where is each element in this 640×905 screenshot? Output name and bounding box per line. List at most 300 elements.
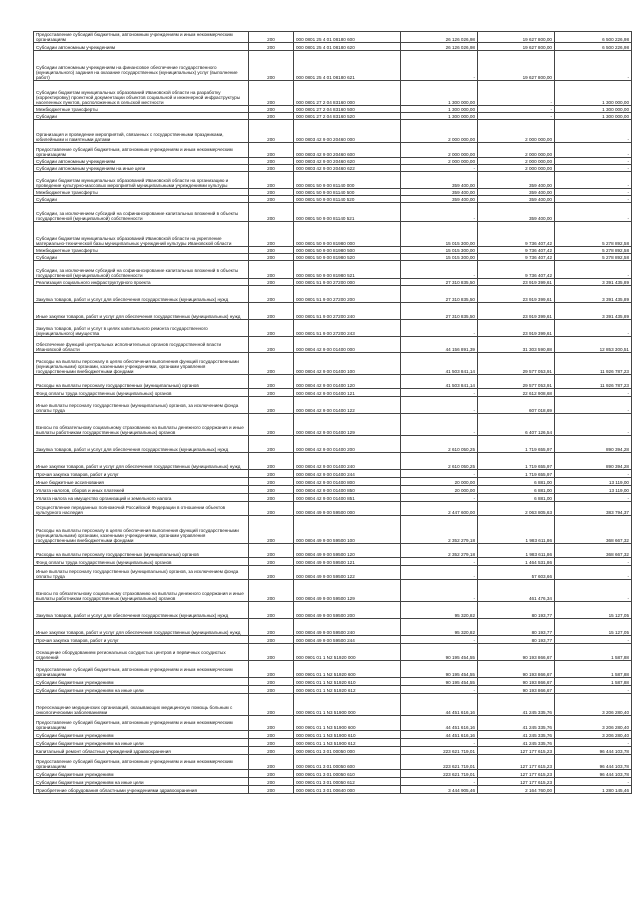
table-row: [34, 279, 632, 286]
table-row: [34, 644, 632, 661]
row-code: 200: [249, 686, 294, 694]
row-executed: 9 736 407,42: [478, 222, 555, 247]
row-name: Субсидии бюджетам муниципальных образований Ивановской области на укрепление материально-технической базы муниципальных учреждений культуры Ивановской области: [34, 222, 249, 247]
table-row: [34, 189, 632, 196]
row-code: 200: [249, 716, 294, 731]
row-kbk: 000 0901 01 1 N2 51920 610: [294, 678, 401, 686]
row-unexecuted: 5 278 892,58: [555, 254, 632, 261]
row-unexecuted: 11 926 787,23: [555, 375, 632, 389]
row-executed: 1 464 531,86: [478, 558, 555, 566]
row-executed: 41 245 335,76: [478, 694, 555, 716]
row-executed: -: [478, 113, 555, 120]
table-row: [34, 747, 632, 755]
row-code: 200: [249, 353, 294, 375]
table-row: [34, 436, 632, 453]
row-executed: 90 193 866,67: [478, 644, 555, 661]
table-row: [34, 636, 632, 644]
table-row: [34, 165, 632, 172]
row-kbk: 000 0901 01 3 01 00050 600: [294, 755, 401, 770]
row-name: Субсидии автономным учреждениям на финансовое обеспечение государственного (муниципального) задания на оказание государственных (муниципальных) услуг (выполнение работ): [34, 51, 249, 81]
row-name: Предоставление субсидий бюджетным, автономным учреждениям и иным некоммерческим организациям: [34, 143, 249, 158]
row-executed: 127 177 615,23: [478, 755, 555, 770]
row-kbk: 000 0901 01 1 N3 51900 000: [294, 694, 401, 716]
row-executed: 2 000 000,00: [478, 158, 555, 165]
table-row: [34, 694, 632, 716]
row-kbk: 000 0801 25 4 01 08180 621: [294, 51, 401, 81]
row-executed: 461 476,34: [478, 580, 555, 602]
row-kbk: 000 0804 49 9 00 59500 200: [294, 602, 401, 619]
row-unexecuted: 3 391 435,89: [555, 303, 632, 320]
row-unexecuted: 6 500 226,98: [555, 43, 632, 51]
table-row: [34, 470, 632, 478]
row-name: Межбюджетные трансферты: [34, 247, 249, 254]
row-executed: 80 193,77: [478, 602, 555, 619]
table-row: [34, 478, 632, 486]
row-executed: 80 193,77: [478, 636, 555, 644]
row-name: Субсидии бюджетным учреждениям на иные цели: [34, 739, 249, 747]
row-approved: -: [401, 739, 478, 747]
row-code: 200: [249, 678, 294, 686]
row-name: Субсидии, за исключением субсидий на софинансирование капитальных вложений в объекты государственной (муниципальной) собственности: [34, 261, 249, 279]
row-executed: 6 881,00: [478, 494, 555, 502]
row-kbk: 000 0804 42 9 00 01400 850: [294, 486, 401, 494]
row-name: Предоставление субсидий бюджетным, автономным учреждениям и иным некоммерческим организациям: [34, 661, 249, 678]
row-code: 200: [249, 755, 294, 770]
row-approved: 44 451 616,16: [401, 716, 478, 731]
row-name: Субсидии автономным учреждениям: [34, 158, 249, 165]
row-approved: 26 126 026,98: [401, 43, 478, 51]
table-row: [34, 51, 632, 81]
row-name: Осуществление переданных полномочий Российской Федерации в отношении объектов культурного наследия: [34, 502, 249, 516]
row-name: Субсидии бюджетным учреждениям: [34, 678, 249, 686]
row-unexecuted: 12 853 300,51: [555, 337, 632, 353]
row-executed: 29 577 053,91: [478, 375, 555, 389]
row-code: 200: [249, 731, 294, 739]
row-executed: 2 000 000,00: [478, 165, 555, 172]
row-code: 200: [249, 172, 294, 189]
row-executed: 359 400,00: [478, 203, 555, 222]
row-name: Расходы на выплаты персоналу в целях обеспечения выполнения функций государственными (муниципальными) органами, казенными учреждениями, органами управления государственными внебюджетными фондами: [34, 353, 249, 375]
row-approved: -: [401, 51, 478, 81]
row-approved: 359 400,00: [401, 172, 478, 189]
row-executed: 1 719 655,97: [478, 436, 555, 453]
row-code: 200: [249, 143, 294, 158]
row-approved: 90 195 454,55: [401, 661, 478, 678]
row-executed: 607 018,69: [478, 397, 555, 414]
row-unexecuted: 3 206 280,40: [555, 694, 632, 716]
row-kbk: 000 0801 50 9 00 81980 521: [294, 261, 401, 279]
row-name: Предоставление субсидий бюджетным, автономным учреждениям и иным некоммерческим организациям: [34, 755, 249, 770]
row-name: Субсидии автономным учреждениям: [34, 43, 249, 51]
row-kbk: 000 0901 01 1 N2 51920 000: [294, 644, 401, 661]
row-kbk: 000 0801 25 4 01 08180 620: [294, 43, 401, 51]
row-executed: -: [478, 81, 555, 106]
row-unexecuted: -: [555, 120, 632, 143]
row-code: 200: [249, 502, 294, 516]
row-name: Приобретение оборудования областными учреждениями здравоохранения: [34, 786, 249, 794]
row-name: Уплата налога на имущество организаций и земельного налога: [34, 494, 249, 502]
row-unexecuted: 15 127,05: [555, 602, 632, 619]
table-row: [34, 397, 632, 414]
row-code: 200: [249, 247, 294, 254]
row-executed: 359 400,00: [478, 196, 555, 203]
row-code: 200: [249, 337, 294, 353]
row-kbk: 000 0801 51 9 00 27200 200: [294, 286, 401, 303]
row-approved: -: [401, 397, 478, 414]
row-name: Субсидии бюджетам муниципальных образований Ивановской области на организацию и проведение культурно-массовых мероприятий муниципальными учреждениями культуры: [34, 172, 249, 189]
row-name: Субсидии бюджетным учреждениям: [34, 770, 249, 778]
row-approved: 20 000,00: [401, 478, 478, 486]
table-row: [34, 486, 632, 494]
table-row: [34, 203, 632, 222]
table-row: [34, 544, 632, 558]
row-code: 200: [249, 286, 294, 303]
row-approved: 223 621 719,01: [401, 770, 478, 778]
row-unexecuted: 890 394,28: [555, 436, 632, 453]
row-name: Расходы на выплаты персоналу государственных (муниципальных) органов: [34, 544, 249, 558]
row-unexecuted: 368 667,32: [555, 544, 632, 558]
row-unexecuted: 96 444 103,78: [555, 755, 632, 770]
row-kbk: 000 0901 01 1 N2 51920 600: [294, 661, 401, 678]
table-row: [34, 731, 632, 739]
table-row: [34, 661, 632, 678]
row-approved: 27 310 835,50: [401, 286, 478, 303]
row-unexecuted: -: [555, 397, 632, 414]
row-kbk: 000 0801 51 9 00 27200 240: [294, 303, 401, 320]
row-unexecuted: 1 587,88: [555, 661, 632, 678]
row-approved: 1 300 000,00: [401, 113, 478, 120]
row-kbk: 000 0804 49 9 00 59500 000: [294, 502, 401, 516]
row-kbk: 000 0901 01 1 N3 51900 600: [294, 716, 401, 731]
row-kbk: 000 0901 01 1 N2 51920 612: [294, 686, 401, 694]
row-kbk: 000 0901 01 1 N3 51900 610: [294, 731, 401, 739]
row-code: 200: [249, 747, 294, 755]
row-code: 200: [249, 320, 294, 337]
row-code: 200: [249, 636, 294, 644]
row-kbk: 000 0804 42 9 00 01400 240: [294, 453, 401, 470]
row-unexecuted: 6 500 226,98: [555, 32, 632, 43]
row-unexecuted: -: [555, 189, 632, 196]
table-row: [34, 196, 632, 203]
row-unexecuted: 3 206 280,40: [555, 716, 632, 731]
row-name: Закупка товаров, работ и услуг для обеспечения государственных (муниципальных) нужд: [34, 436, 249, 453]
row-executed: 2 000 000,00: [478, 120, 555, 143]
table-row: [34, 254, 632, 261]
row-executed: 1 983 611,86: [478, 516, 555, 544]
row-kbk: 000 0804 42 9 00 01400 100: [294, 353, 401, 375]
row-unexecuted: 13 119,00: [555, 486, 632, 494]
row-executed: 23 919 399,61: [478, 286, 555, 303]
row-kbk: 000 0804 42 9 00 01400 129: [294, 414, 401, 436]
row-code: 200: [249, 158, 294, 165]
row-name: Закупка товаров, работ и услуг для обеспечения государственных (муниципальных) нужд: [34, 286, 249, 303]
row-approved: 2 610 050,25: [401, 436, 478, 453]
table-row: [34, 222, 632, 247]
table-row: [34, 172, 632, 189]
table-row: [34, 106, 632, 113]
row-code: 200: [249, 453, 294, 470]
row-code: 200: [249, 544, 294, 558]
row-unexecuted: 1 587,88: [555, 644, 632, 661]
row-kbk: 000 0804 42 9 00 01400 200: [294, 436, 401, 453]
row-kbk: 000 0804 49 9 00 59500 120: [294, 544, 401, 558]
row-kbk: 000 0801 50 9 00 81140 521: [294, 203, 401, 222]
row-kbk: 000 0801 27 2 04 83160 520: [294, 113, 401, 120]
table-row: [34, 619, 632, 636]
row-unexecuted: 3 206 280,40: [555, 731, 632, 739]
row-approved: 26 126 026,98: [401, 32, 478, 43]
table-row: [34, 353, 632, 375]
row-executed: 29 577 053,91: [478, 353, 555, 375]
row-approved: 3 444 905,46: [401, 786, 478, 794]
row-approved: 41 503 841,14: [401, 353, 478, 375]
row-name: Субсидии бюджетным учреждениям: [34, 731, 249, 739]
row-kbk: 000 0804 42 9 00 01400 120: [294, 375, 401, 389]
row-kbk: 000 0804 42 9 00 01400 121: [294, 389, 401, 397]
table-row: [34, 247, 632, 254]
row-unexecuted: -: [555, 158, 632, 165]
row-kbk: 000 0803 42 9 00 20460 600: [294, 143, 401, 158]
row-name: Уплата налогов, сборов и иных платежей: [34, 486, 249, 494]
row-unexecuted: 11 926 787,23: [555, 353, 632, 375]
row-code: 200: [249, 516, 294, 544]
row-approved: 2 000 000,00: [401, 158, 478, 165]
row-code: 200: [249, 43, 294, 51]
row-approved: 2 352 279,18: [401, 544, 478, 558]
row-code: 200: [249, 279, 294, 286]
row-executed: 23 919 399,61: [478, 303, 555, 320]
row-unexecuted: 5 278 892,58: [555, 222, 632, 247]
row-code: 200: [249, 203, 294, 222]
row-approved: 15 015 300,00: [401, 247, 478, 254]
row-executed: -: [478, 106, 555, 113]
row-name: Межбюджетные трансферты: [34, 106, 249, 113]
row-kbk: 000 0801 50 9 00 81980 000: [294, 222, 401, 247]
row-executed: 90 193 866,67: [478, 686, 555, 694]
row-name: Субсидии автономным учреждениям на иные цели: [34, 165, 249, 172]
row-name: Фонд оплаты труда государственных (муниципальных) органов: [34, 558, 249, 566]
row-code: 200: [249, 470, 294, 478]
row-executed: 57 603,66: [478, 566, 555, 580]
row-kbk: 000 0804 42 9 00 01400 800: [294, 478, 401, 486]
row-approved: -: [401, 686, 478, 694]
row-name: Капитальный ремонт областных учреждений здравоохранения: [34, 747, 249, 755]
row-unexecuted: 5 278 892,58: [555, 247, 632, 254]
row-kbk: 000 0803 42 9 00 20460 000: [294, 120, 401, 143]
row-unexecuted: -: [555, 261, 632, 279]
row-approved: -: [401, 320, 478, 337]
row-kbk: 000 0804 49 9 00 59500 244: [294, 636, 401, 644]
table-row: [34, 158, 632, 165]
row-code: 200: [249, 778, 294, 786]
row-unexecuted: -: [555, 778, 632, 786]
row-code: 200: [249, 602, 294, 619]
row-executed: 127 177 615,23: [478, 778, 555, 786]
row-approved: 15 015 300,00: [401, 254, 478, 261]
row-executed: 9 736 407,42: [478, 261, 555, 279]
row-name: Иные закупки товаров, работ и услуг для обеспечения государственных (муниципальных) нужд: [34, 303, 249, 320]
row-approved: 15 015 300,00: [401, 222, 478, 247]
row-executed: 359 400,00: [478, 189, 555, 196]
row-name: Закупка товаров, работ и услуг для обеспечения государственных (муниципальных) нужд: [34, 602, 249, 619]
row-name: Фонд оплаты труда государственных (муниципальных) органов: [34, 389, 249, 397]
row-kbk: 000 0801 27 2 04 83160 000: [294, 81, 401, 106]
row-executed: 80 193,77: [478, 619, 555, 636]
row-executed: 90 193 866,67: [478, 678, 555, 686]
row-code: 200: [249, 661, 294, 678]
row-executed: 127 177 615,23: [478, 747, 555, 755]
row-unexecuted: 1 587,88: [555, 678, 632, 686]
row-approved: 95 320,82: [401, 602, 478, 619]
row-unexecuted: -: [555, 566, 632, 580]
row-name: Субсидии: [34, 113, 249, 120]
row-unexecuted: -: [555, 470, 632, 478]
row-unexecuted: -: [555, 51, 632, 81]
row-kbk: 000 0804 42 9 00 01400 000: [294, 337, 401, 353]
row-approved: -: [401, 203, 478, 222]
row-unexecuted: -: [555, 203, 632, 222]
row-executed: 1 719 655,97: [478, 453, 555, 470]
row-approved: 2 352 279,18: [401, 516, 478, 544]
table-row: [34, 770, 632, 778]
row-unexecuted: 3 391 435,89: [555, 286, 632, 303]
row-unexecuted: -: [555, 636, 632, 644]
row-name: Иные выплаты персоналу государственных (муниципальных) органов, за исключением фонда оплаты труда: [34, 566, 249, 580]
row-approved: -: [401, 494, 478, 502]
row-name: Взносы по обязательному социальному страхованию на выплаты денежного содержания и иные выплаты работникам государственных (муниципальных) органов: [34, 580, 249, 602]
table-row: [34, 502, 632, 516]
row-name: Обеспечение функций центральных исполнительных органов государственной власти Ивановской области: [34, 337, 249, 353]
table-row: [34, 337, 632, 353]
row-kbk: 000 0901 01 3 01 00050 612: [294, 778, 401, 786]
row-unexecuted: 96 444 103,78: [555, 747, 632, 755]
row-name: Субсидии бюджетам муниципальных образований Ивановской области на разработку (корректировку) проектной документации объектов социальной и инженерной инфраструктуры населенных пунктов, расположенных в сельской местности: [34, 81, 249, 106]
row-unexecuted: 15 127,05: [555, 619, 632, 636]
table-row: [34, 716, 632, 731]
row-kbk: 000 0803 42 9 00 20460 620: [294, 158, 401, 165]
row-unexecuted: -: [555, 389, 632, 397]
row-executed: 2 000 000,00: [478, 143, 555, 158]
row-code: 200: [249, 770, 294, 778]
row-kbk: 000 0803 42 9 00 20460 622: [294, 165, 401, 172]
row-unexecuted: -: [555, 165, 632, 172]
row-name: Иные закупки товаров, работ и услуг для обеспечения государственных (муниципальных) нужд: [34, 619, 249, 636]
row-code: 200: [249, 486, 294, 494]
row-code: 200: [249, 558, 294, 566]
row-approved: 1 300 000,00: [401, 106, 478, 113]
row-code: 200: [249, 694, 294, 716]
table-row: [34, 602, 632, 619]
row-unexecuted: -: [555, 580, 632, 602]
row-name: Расходы на выплаты персоналу в целях обеспечения выполнения функций государственными (муниципальными) органами, казенными учреждениями, органами управления государственными внебюджетными фондами: [34, 516, 249, 544]
row-code: 200: [249, 436, 294, 453]
table-row: [34, 678, 632, 686]
row-kbk: 000 0801 27 2 04 83160 500: [294, 106, 401, 113]
row-approved: 2 610 050,25: [401, 453, 478, 470]
row-code: 200: [249, 739, 294, 747]
row-code: 200: [249, 397, 294, 414]
row-code: 200: [249, 254, 294, 261]
row-kbk: 000 0801 50 9 00 81140 500: [294, 189, 401, 196]
row-unexecuted: 1 300 000,00: [555, 106, 632, 113]
row-code: 200: [249, 189, 294, 196]
row-code: 200: [249, 580, 294, 602]
row-code: 200: [249, 644, 294, 661]
row-kbk: 000 0804 42 9 00 01400 122: [294, 397, 401, 414]
row-kbk: 000 0804 49 9 00 59500 240: [294, 619, 401, 636]
row-executed: 90 193 866,67: [478, 661, 555, 678]
row-code: 200: [249, 375, 294, 389]
row-code: 200: [249, 222, 294, 247]
row-name: Реализация социального инфраструктурного проекта: [34, 279, 249, 286]
row-executed: 1 983 611,86: [478, 544, 555, 558]
row-unexecuted: 1 300 000,00: [555, 81, 632, 106]
table-row: [34, 786, 632, 794]
row-approved: 359 400,00: [401, 196, 478, 203]
row-code: 200: [249, 196, 294, 203]
row-kbk: 000 0801 50 9 00 81980 500: [294, 247, 401, 254]
row-unexecuted: 383 794,37: [555, 502, 632, 516]
row-name: Иные бюджетные ассигнования: [34, 478, 249, 486]
row-code: 200: [249, 113, 294, 120]
row-executed: 127 177 615,23: [478, 770, 555, 778]
row-unexecuted: 13 119,00: [555, 478, 632, 486]
row-executed: 41 245 335,76: [478, 739, 555, 747]
row-kbk: 000 0804 42 9 00 01400 244: [294, 470, 401, 478]
row-executed: 6 407 126,54: [478, 414, 555, 436]
row-unexecuted: -: [555, 172, 632, 189]
row-code: 200: [249, 786, 294, 794]
row-unexecuted: -: [555, 143, 632, 158]
row-approved: 95 320,82: [401, 619, 478, 636]
table-row: [34, 566, 632, 580]
row-code: 200: [249, 81, 294, 106]
row-code: 200: [249, 165, 294, 172]
row-approved: 359 400,00: [401, 189, 478, 196]
row-unexecuted: 368 667,32: [555, 516, 632, 544]
row-unexecuted: -: [555, 739, 632, 747]
row-approved: 44 451 616,16: [401, 731, 478, 739]
table-row: [34, 494, 632, 502]
row-unexecuted: -: [555, 558, 632, 566]
table-row: [34, 120, 632, 143]
row-code: 200: [249, 619, 294, 636]
row-approved: -: [401, 470, 478, 478]
row-name: Организация и проведение мероприятий, связанных с государственными праздниками, юбилейными и памятными датами: [34, 120, 249, 143]
row-executed: 1 719 655,97: [478, 470, 555, 478]
budget-execution-table: [33, 31, 632, 794]
row-name: Субсидии бюджетным учреждениям на иные цели: [34, 778, 249, 786]
row-approved: 27 310 835,50: [401, 303, 478, 320]
row-unexecuted: -: [555, 686, 632, 694]
table-row: [34, 778, 632, 786]
row-unexecuted: 1 300 000,00: [555, 113, 632, 120]
table-row: [34, 43, 632, 51]
row-kbk: 000 0901 01 3 01 00640 000: [294, 786, 401, 794]
row-kbk: 000 0804 49 9 00 59500 100: [294, 516, 401, 544]
row-unexecuted: -: [555, 414, 632, 436]
row-approved: -: [401, 778, 478, 786]
table-row: [34, 686, 632, 694]
table-row: [34, 558, 632, 566]
row-approved: 2 447 600,00: [401, 502, 478, 516]
row-name: Субсидии: [34, 254, 249, 261]
row-approved: 2 000 000,00: [401, 143, 478, 158]
row-executed: 23 919 399,61: [478, 320, 555, 337]
table-row: [34, 389, 632, 397]
row-unexecuted: -: [555, 320, 632, 337]
row-executed: 359 400,00: [478, 172, 555, 189]
